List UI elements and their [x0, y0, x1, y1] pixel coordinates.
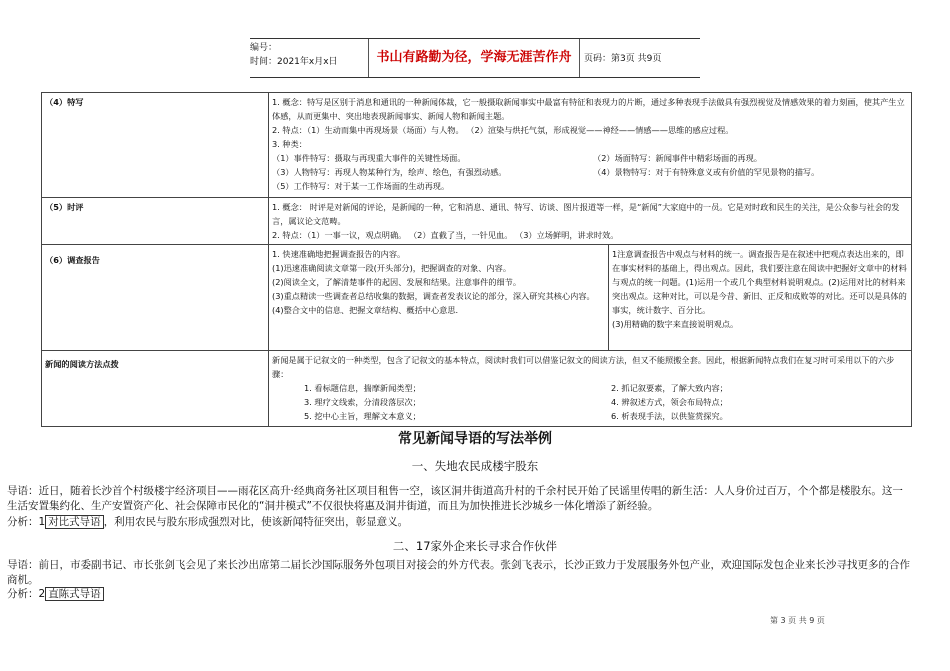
example-2-heading: 二、17家外企来长寻求合作伙伴: [392, 539, 558, 553]
table-row-commentary: [42, 198, 912, 245]
reading-steps: [272, 381, 908, 423]
section-title: 常见新闻导语的写法举例: [398, 431, 552, 447]
report-left-line: (4)整合文中的信息、把握文章结构、概括中心意思.: [272, 305, 459, 315]
reading-step: 5. 挖中心主旨，理解文本意义；: [304, 411, 421, 421]
row-label-report: （6）调查报告: [42, 245, 269, 351]
reading-step: 2. 抓记叙要素，了解大致内容；: [611, 383, 728, 393]
report-right-line: 1注意调查报告中观点与材料的统一。调查报告是在叙述中把观点表达出来的，即在事实材料的基础上，得出观点。因此，我们要注意在阅读中把握好文章中的材料与观点的统一问题。(1)运用一个或几个典型材料说明观点。(2)运用对比的材料来突出观点。这种对比，可以是今昔、新旧、正反和成败等的对比。还可以是具体的事实，统计数字、百分比。: [612, 249, 907, 315]
page-header: [250, 38, 700, 78]
reading-step: 1. 看标题信息，揣摩新闻类型；: [304, 383, 421, 393]
commentary-traits: 2. 特点：（1）一事一议，观点明确。 （2）直截了当，一针见血。 （3）立场鲜明，讲求时效。: [272, 230, 619, 240]
feature-type-item: （4）景物特写：对于有特殊意义或有价值的罕见景物的描写。: [593, 167, 820, 177]
row-label-commentary: （5）时评: [42, 198, 269, 245]
reading-content: [269, 351, 912, 427]
example-1-heading: 一、失地农民成楼宇股东: [411, 459, 539, 473]
header-number: 编号：: [250, 43, 278, 53]
table-row-reading: [42, 351, 912, 427]
feature-type-item: （1）事件特写：摄取与再现重大事件的关键性场面。: [272, 153, 466, 163]
news-genre-table: [41, 92, 912, 427]
feature-types-list: [272, 151, 908, 193]
example-1-analysis: [7, 515, 912, 530]
feature-concept: 1. 概念：特写是区别于消息和通讯的一种新闻体裁，它一般摄取新闻事实中最富有特征和表现力的片断，通过多种表现手法做具有强烈视觉及情感效果的着力刻画，使其产生立体感，从而更集中、突出地表现新闻事实、新闻人物和新闻主题。: [272, 97, 905, 121]
report-left-line: (2)阅读全文，了解清楚事件的起因、发展和结果。注意事件的细节。: [272, 277, 522, 287]
analysis-term-box: 直陈式导语: [45, 587, 104, 601]
row-label-feature: （4）特写: [42, 93, 269, 198]
report-left-line: (3)重点精读一些调查者总结收集的数据，调查者发表议论的部分，深入研究其核心内容。: [272, 291, 595, 301]
example-2-lead: 导语：前日，市委副书记、市长张剑飞会见了来长沙出席第二届长沙国际服务外包项目对接会的外方代表。张剑飞表示，长沙正致力于发展服务外包产业，欢迎国际发包企业来长沙寻找更多的合作商机。: [7, 559, 910, 586]
reading-intro: 新闻是属于记叙文的一种类型，包含了记叙文的基本特点，阅读时我们可以借鉴记叙文的阅读方法，但又不能照搬全套。因此，根据新闻特点我们在复习时可采用以下的六步骤：: [272, 355, 895, 379]
reading-step: 6. 析表现手法，以供鉴赏探究。: [611, 411, 728, 421]
example-2-analysis: [7, 587, 912, 602]
analysis-rest: ，利用农民与股东形成强烈对比，使该新闻特征突出，彰显意义。: [103, 516, 409, 528]
commentary-content: [269, 198, 912, 245]
report-left-content: [269, 245, 609, 351]
header-meta: [250, 41, 368, 69]
report-right-content: [609, 245, 912, 351]
feature-type-item: （3）人物特写：再现人物某种行为，绘声、绘色，有强烈动感。: [272, 167, 507, 177]
table-row-report: [42, 245, 912, 351]
reading-step: 3. 理疗文线索，分清段落层次；: [304, 397, 421, 407]
analysis-prefix: 分析：1: [7, 516, 46, 528]
table-row-feature: [42, 93, 912, 198]
feature-traits: 2. 特点：（1）生动而集中再现场景（场面）与人物。 （2）渲染与烘托气氛，形成视觉——神经——情感——思维的感应过程。: [272, 125, 734, 135]
header-motto: 书山有路勤为径，学海无涯苦作舟: [368, 39, 580, 77]
report-left-line: (1)迅速准确阅读文章第一段(开头部分)，把握调查的对象、内容。: [272, 263, 512, 273]
analysis-prefix: 分析：2: [7, 588, 46, 600]
feature-types-label: 3. 种类：: [272, 139, 307, 149]
page-footer: 第 3 页 共 9 页: [770, 616, 825, 625]
reading-step: 4. 辨叙述方式，领会布局特点；: [611, 397, 728, 407]
header-page-number: 页码：第3页 共9页: [584, 54, 662, 64]
row-label-reading: 新闻的阅读方法点拨: [42, 351, 269, 427]
report-left-line: 1. 快速准确地把握调查报告的内容。: [272, 249, 406, 259]
feature-content: [269, 93, 912, 198]
report-right-line: (3)用精确的数字来直接说明观点。: [612, 319, 739, 329]
example-1-lead: 导语：近日，随着长沙首个村级楼宇经济项目——雨花区高升·经典商务社区项目租售一空，该区洞井街道高升村的千余村民开始了民谣里传唱的新生活：人人身价过百万，个个都是楼股东。这一生活安置集约化、生产安置资产化、社会保障市民化的“洞井模式”不仅很快将惠及洞井街道，而且为加快推进长沙城乡一体化增添了新经验。: [7, 485, 903, 512]
header-time: 时间：2021年x月x日: [250, 57, 338, 67]
feature-type-item: （5）工作特写：对于某一工作场面的生动再现。: [272, 181, 450, 191]
feature-type-item: （2）场面特写：新闻事件中精彩场面的再现。: [593, 153, 762, 163]
commentary-concept: 1. 概念： 时评是对新闻的评论，是新闻的一种，它和消息、通讯、特写、访谈、图片报道等一样，是“新闻”大家庭中的一员。它是对时政和民生的关注，是公众参与社会的发言，属议论文范畴。: [272, 202, 900, 226]
analysis-term-box: 对比式导语: [45, 515, 104, 529]
